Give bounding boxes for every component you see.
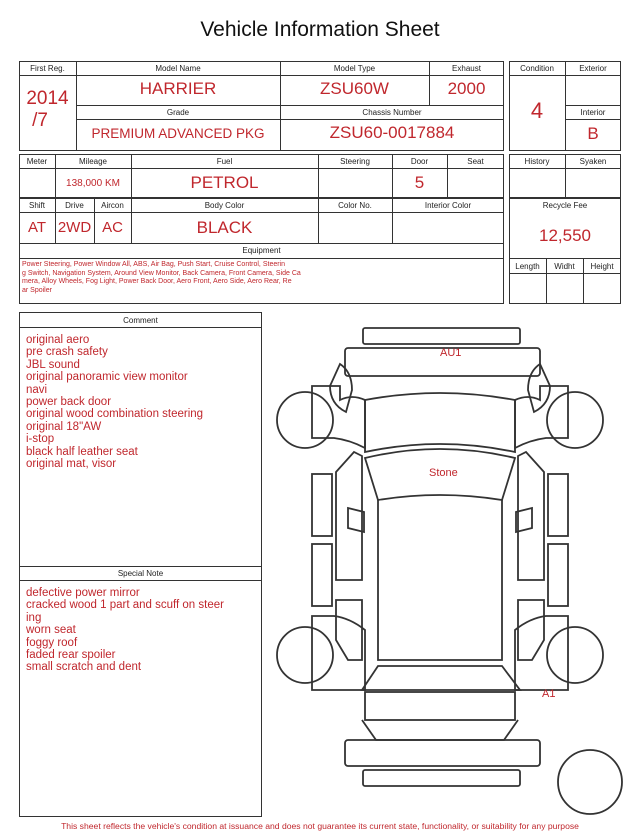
special-note-item: ing — [26, 611, 42, 624]
comment-label: Comment — [123, 316, 158, 325]
interior-value: B — [587, 124, 599, 143]
disclaimer-footer: This sheet reflects the vehicle's condition at issuance and does not guarantee its current state, functionality, or suitability for any purpose — [61, 821, 579, 831]
comment-item: original 18"AW — [26, 420, 102, 433]
mileage-value: 138,000 KM — [66, 178, 120, 189]
recycle-fee-table — [509, 198, 621, 304]
door-label: Door — [410, 157, 429, 166]
meter-label: Meter — [26, 157, 48, 166]
chassis-number-label: Chassis Number — [362, 108, 422, 117]
special-note-item: worn seat — [26, 624, 76, 637]
interior-label: Interior — [580, 108, 606, 117]
history-label: History — [524, 157, 550, 166]
fuel-label: Fuel — [216, 157, 233, 166]
damage-mark-front: AU1 — [440, 347, 462, 359]
model-name-label: Model Name — [155, 64, 201, 73]
special-note-item: defective power mirror — [26, 587, 140, 599]
length-label: Length — [515, 262, 540, 271]
comment-item: power back door — [26, 396, 112, 409]
comment-item: original mat, visor — [26, 458, 117, 471]
grade-label: Grade — [166, 108, 190, 117]
car-damage-diagram — [270, 318, 630, 818]
shift-label: Shift — [28, 201, 45, 210]
comment-list — [26, 334, 258, 470]
width-label: Widht — [554, 262, 575, 271]
fuel-value: PETROL — [190, 173, 259, 192]
equipment-line: g Switch, Navigation System, Around View Monitor, Back Camera, Front Camera, Side Ca — [22, 269, 301, 277]
syaken-label: Syaken — [579, 157, 607, 166]
damage-mark-rear: A1 — [542, 688, 556, 700]
comment-item: i-stop — [26, 433, 55, 446]
condition-label: Condition — [520, 64, 554, 73]
model-type-label: Model Type — [333, 64, 376, 73]
interior-color-label: Interior Color — [424, 201, 472, 210]
damage-mark-roof: Stone — [429, 467, 458, 479]
model-name-value: HARRIER — [139, 79, 217, 98]
door-value: 5 — [414, 173, 425, 192]
comment-item: pre crash safety — [26, 346, 108, 359]
sheet-title: Vehicle Information Sheet — [200, 18, 440, 41]
grade-value: PREMIUM ADVANCED PKG — [91, 126, 265, 141]
recycle-fee-label: Recycle Fee — [542, 201, 588, 210]
seat-label: Seat — [467, 157, 484, 166]
equipment-line: ar Spoiler — [22, 286, 52, 294]
steering-label: Steering — [340, 157, 370, 166]
equipment-list — [22, 261, 502, 295]
special-note-item: foggy roof — [26, 636, 78, 649]
chassis-number-value: ZSU60-0017884 — [329, 123, 455, 142]
special-note-label: Special Note — [117, 569, 164, 578]
first-reg-month: /7 — [32, 110, 48, 131]
comment-item: JBL sound — [26, 358, 80, 371]
comment-item: original panoramic view monitor — [26, 371, 188, 384]
comment-item: original aero — [26, 334, 90, 346]
exterior-label: Exterior — [579, 64, 607, 73]
comment-item: navi — [26, 383, 48, 396]
first-reg-label: First Reg. — [30, 64, 65, 73]
recycle-fee-value: 12,550 — [539, 226, 591, 245]
special-note-item: small scratch and dent — [26, 661, 142, 674]
special-note-item: faded rear spoiler — [26, 649, 116, 662]
drive-label: Drive — [65, 201, 84, 210]
special-note-list — [26, 587, 258, 674]
condition-value: 4 — [530, 98, 544, 123]
mileage-label: Mileage — [78, 157, 107, 166]
aircon-label: Aircon — [101, 201, 124, 210]
height-label: Height — [590, 262, 614, 271]
equipment-line: mera, Alloy Wheels, Fog Light, Power Back Door, Aero Front, Aero Side, Aero Rear, Re — [22, 278, 292, 286]
body-color-label: Body Color — [204, 201, 245, 210]
color-no-label: Color No. — [338, 201, 372, 210]
equipment-line: Power Steering, Power Window All, ABS, Air Bag, Push Start, Cruise Control, Steerin — [22, 261, 286, 268]
model-type-value: ZSU60W — [320, 79, 389, 98]
exhaust-label: Exhaust — [452, 64, 481, 73]
comment-item: original wood combination steering — [26, 408, 204, 421]
shift-value: AT — [27, 219, 47, 236]
body-color-value: BLACK — [196, 218, 253, 237]
special-note-item: cracked wood 1 part and scuff on steer — [26, 599, 224, 612]
drive-value: 2WD — [57, 219, 92, 236]
exhaust-value: 2000 — [447, 79, 486, 98]
aircon-value: AC — [102, 219, 123, 236]
first-reg-year: 2014 — [26, 88, 69, 109]
equipment-label: Equipment — [242, 246, 281, 255]
comment-item: black half leather seat — [26, 445, 138, 458]
